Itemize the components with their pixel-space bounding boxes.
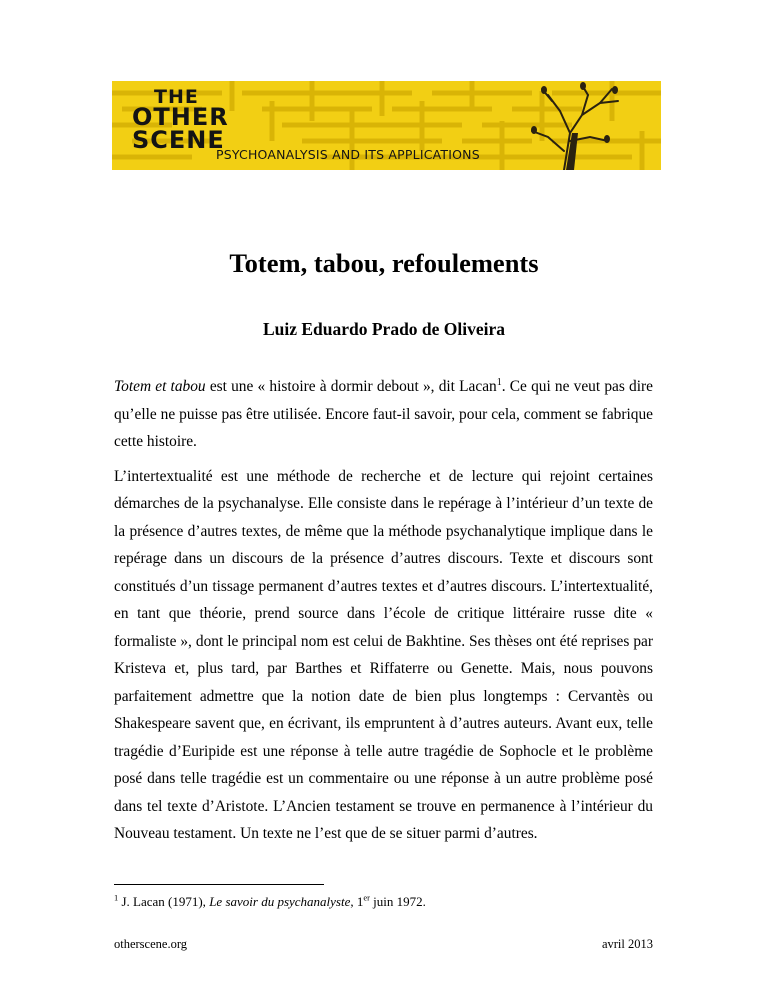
logo-line-the: THE [154,86,199,108]
footer-website: otherscene.org [114,937,188,951]
logo-line-other: OTHER [132,103,229,132]
footnote-number: 1 [114,892,119,903]
footnote-text: , 1 [350,894,364,909]
paragraph-text: est une « histoire à dormir debout », dit Lacan [205,378,497,395]
ordinal-suffix: er [363,892,370,903]
paragraph-intertextuality: L’intertextualité est une méthode de recherche et de lecture qui rejoint certaines démarches de la psychanalyse. Elle consiste dans le repérage à l’intérieur d’un texte de la présence d’autres textes, de même que la méthode psychanalytique implique dans le repérage dans un discours de la présence d’autres discours. Texte et discours sont constitués d’un tissage permanent d’autres textes et d’autres discours. L’intertextualité, en tant que théorie, prend source dans l’école de critique littéraire russe dite « formaliste », dont le principal nom est celui de Bakhtine. Ses thèses ont été reprises par Kristeva et, plus tard, par Barthes et Riffaterre ou Genette. Mais, nous pouvons parfaitement admettre que la notion date de bien plus longtemps : Cervantès ou Shakespeare savent que, en écrivant, ils empruntent à d’autres auteurs. Avant eux, telle tragédie d’Euripide est une réponse à telle autre tragédie de Sophocle et le problème posé dans telle tragédie est un commentaire ou une réponse à un autre problème posé dans tel texte d’Aristote. L’Ancien testament se trouve en permanence à l’intérieur du Nouveau testament. Un texte ne l’est que de se situer parmi d’autres. [114,467,653,842]
footnote-divider [114,884,324,885]
article-author: Luiz Eduardo Prado de Oliveira [262,319,506,339]
logo-line-scene: SCENE [132,125,225,154]
header-banner [112,81,661,170]
site-logo [132,86,229,154]
paragraph-intro [114,373,653,456]
banner-tagline: PSYCHOANALYSIS AND ITS APPLICATIONS [216,147,480,162]
article-title: Totem, tabou, refoulements [229,248,539,278]
article-body [114,373,653,855]
footnote-text: J. Lacan (1971), [118,894,210,909]
footnote-reference: 1 [496,376,502,388]
footnote-text: juin 1972. [369,894,426,909]
footnote [114,894,426,910]
footer-date: avril 2013 [601,937,653,951]
book-title: Totem et tabou [114,378,206,395]
paragraph-text: . Ce qui ne veut pas dire qu’elle ne puisse pas être utilisée. Encore faut-il savoir, pour cela, comment se fabrique cette histoire. [114,378,653,450]
footnote-book-title: Le savoir du psychanalyste [209,894,351,909]
